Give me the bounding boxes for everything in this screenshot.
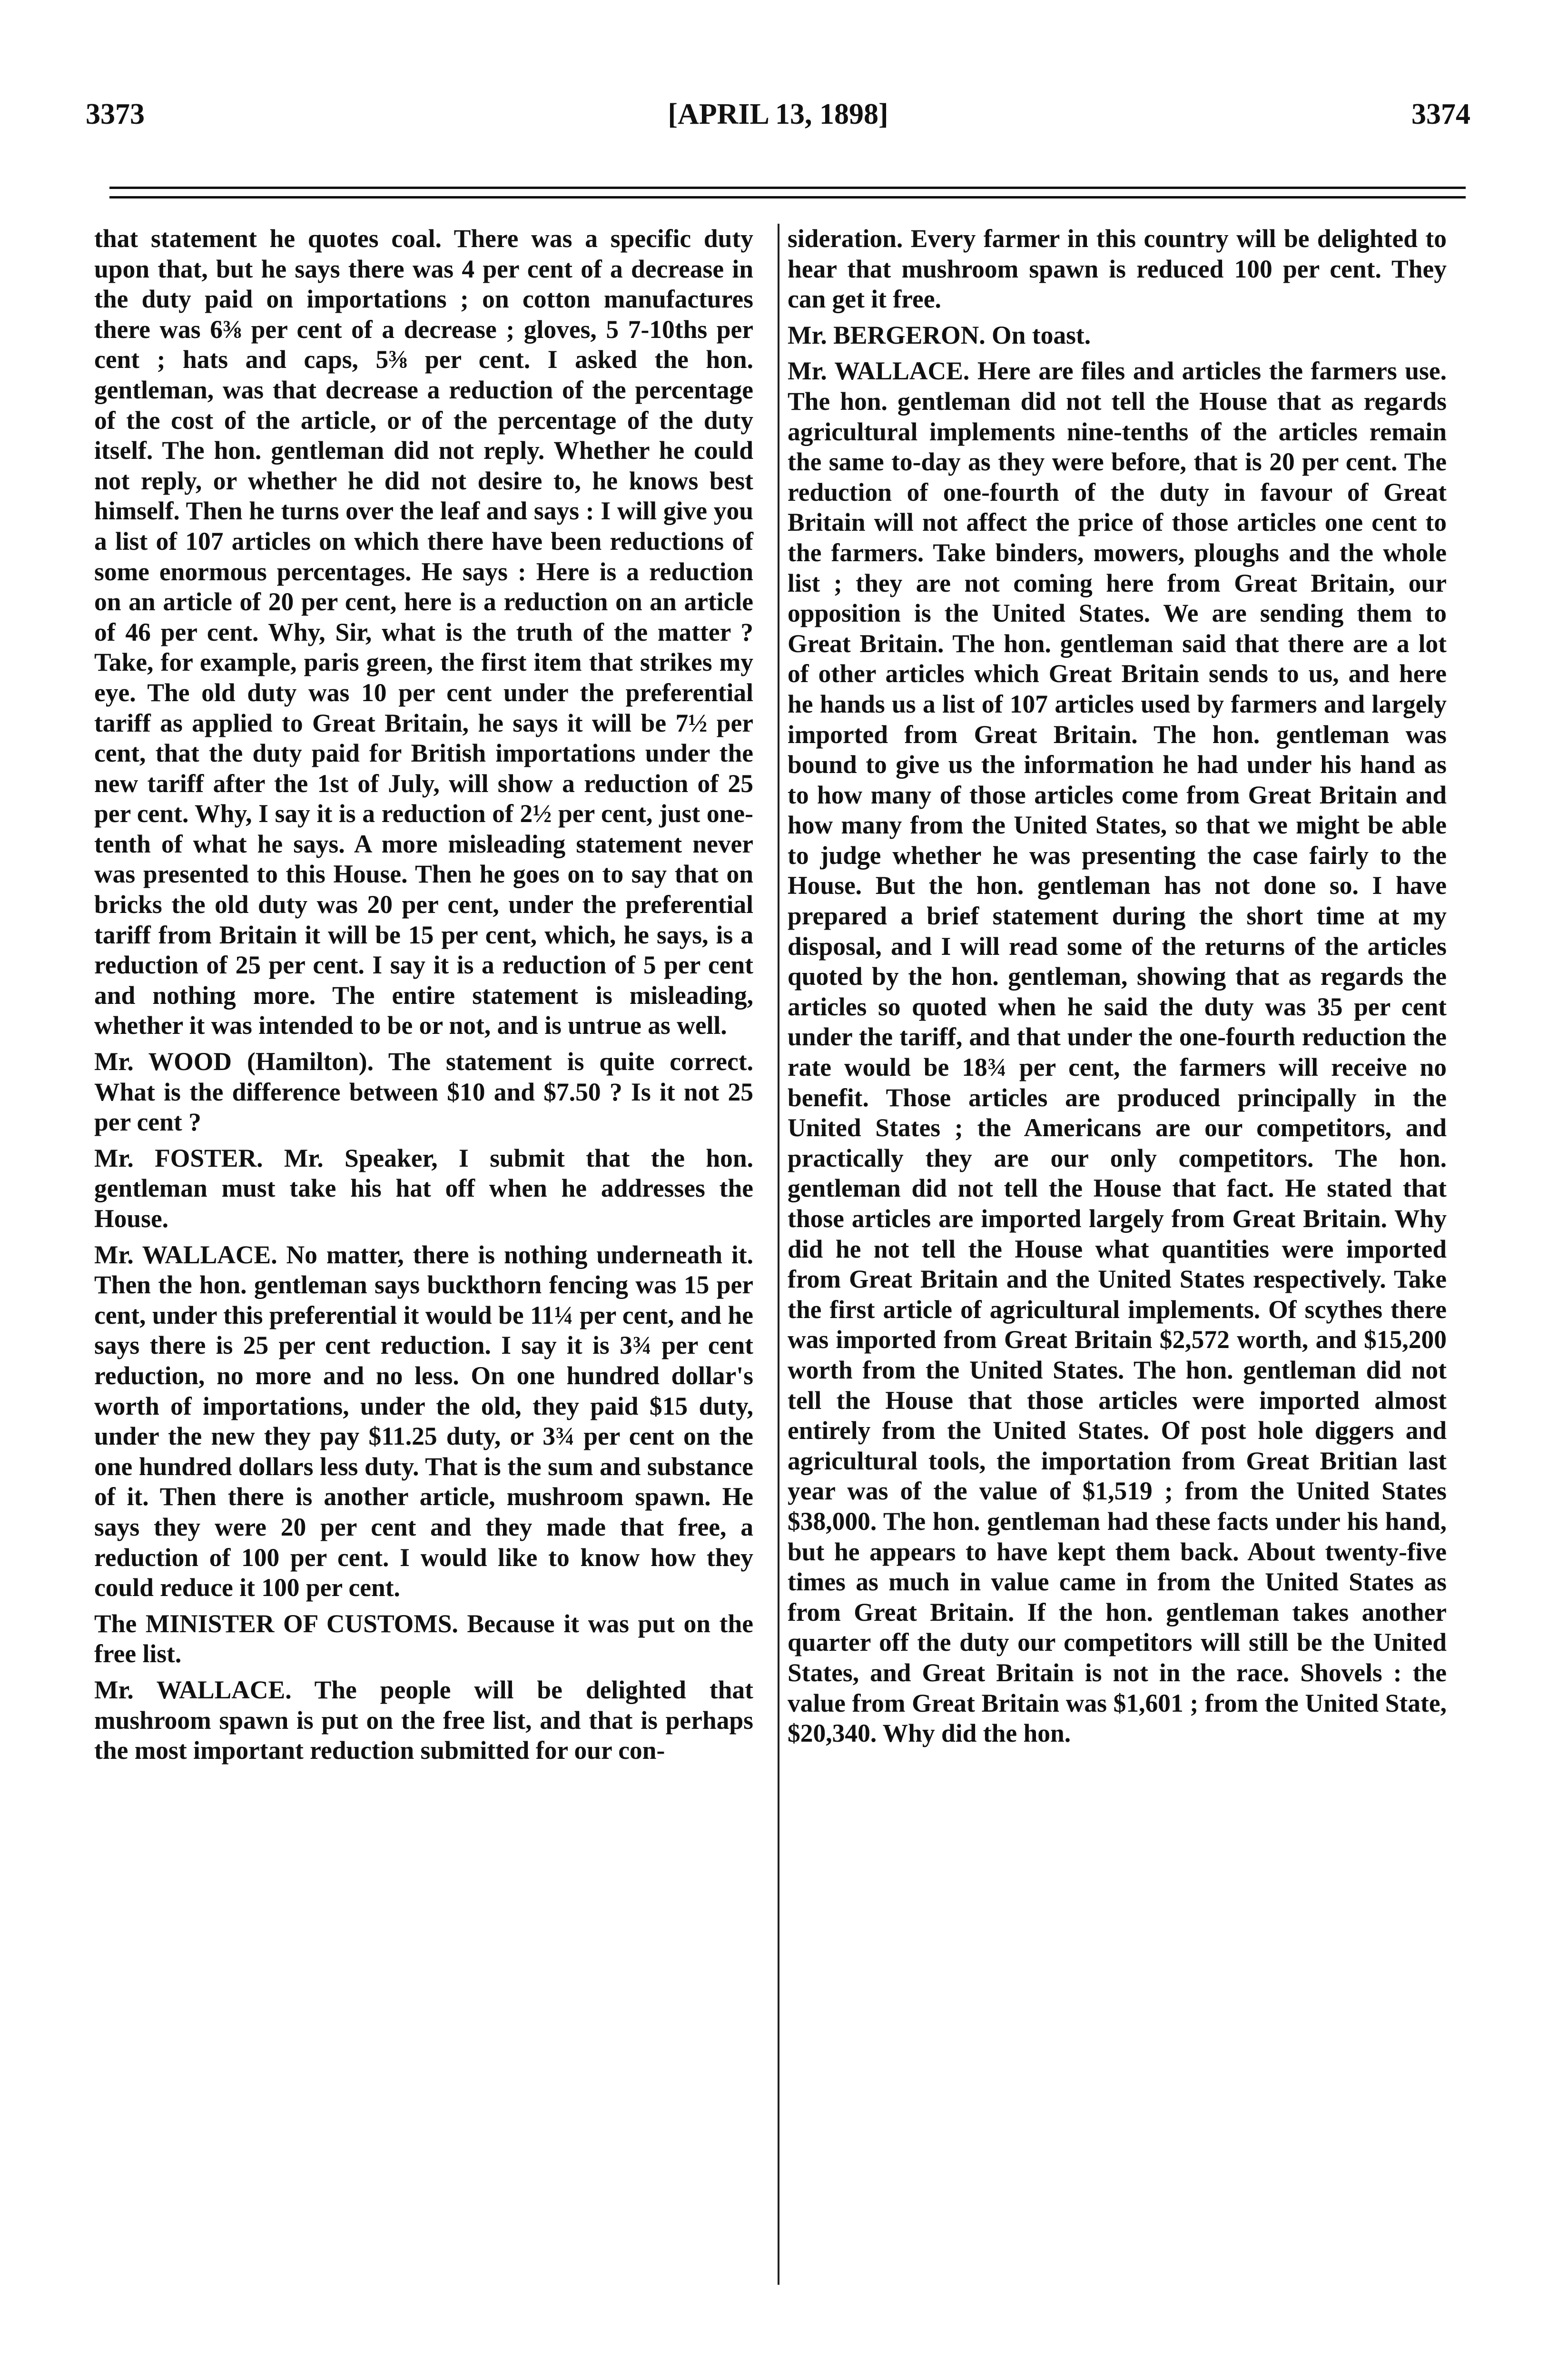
page-number-left: 3373: [86, 98, 145, 130]
column-divider: [778, 224, 779, 2285]
paragraph: Mr. WALLACE. The people will be delighted that mushroom spawn is put on the free list, and that is perhaps the most important reduction submitted for our con-: [94, 1675, 753, 1765]
header-rule-top: [109, 187, 1466, 189]
paragraph: sideration. Every farmer in this country will be delighted to hear that mushroom spawn is reduced 100 per cent. They can get it free.: [788, 224, 1447, 314]
right-column: [788, 224, 1447, 1755]
page-header: [86, 98, 1470, 140]
paragraph: Mr. WALLACE. No matter, there is nothing underneath it. Then the hon. gentleman says buckthorn fencing was 15 per cent, under this preferential it would be 11¼ per cent, and he says there is 25 per cent reduction. I say it is 3¾ per cent reduction, no more and no less. On one hundred dollar's worth of importations, under the old, they paid $15 duty, under the new they pay $11.25 duty, or 3¾ per cent on the one hundred dollars less duty. That is the sum and substance of it. Then there is another article, mushroom spawn. He says they were 20 per cent and they made that free, a reduction of 100 per cent. I would like to know how they could reduce it 100 per cent.: [94, 1240, 753, 1602]
paragraph: that statement he quotes coal. There was a specific duty upon that, but he says there was 4 per cent of a decrease in the duty paid on importations ; on cotton manufactures there was 6⅜ per cent of a decrease ; gloves, 5 7-10ths per cent ; hats and caps, 5⅜ per cent. I asked the hon. gentleman, was that decrease a reduction of the percentage of the cost of the article, or of the percentage of the duty itself. The hon. gentleman did not reply. Whether he could not reply, or whether he did not desire to, he knows best himself. Then he turns over the leaf and says : I will give you a list of 107 articles on which there have been reductions of some enormous percentages. He says : Here is a reduction on an article of 20 per cent, here is a reduction on an article of 46 per cent. Why, Sir, what is the truth of the matter ? Take, for example, paris green, the first item that strikes my eye. The old duty was 10 per cent under the preferential tariff as applied to Great Britain, he says it will be 7½ per cent, that the duty paid for British importations under the new tariff after the 1st of July, will show a reduction of 25 per cent. Why, I say it is a reduction of 2½ per cent, just one-tenth of what he says. A more misleading statement never was presented to this House. Then he goes on to say that on bricks the old duty was 20 per cent, under the preferential tariff from Britain it will be 15 per cent, which, he says, is a reduction of 25 per cent. I say it is a reduction of 5 per cent and nothing more. The entire statement is misleading, whether it was intended to be or not, and is untrue as well.: [94, 224, 753, 1040]
paragraph: Mr. WALLACE. Here are files and articles the farmers use. The hon. gentleman did not tell the House that as regards agricultural implements nine-tenths of the articles remain the same to-day as they were before, that is 20 per cent. The reduction of one-fourth of the duty in favour of Great Britain will not affect the price of those articles one cent to the farmers. Take binders, mowers, ploughs and the whole list ; they are not coming here from Great Britain, our opposition is the United States. We are sending them to Great Britain. The hon. gentleman said that there are a lot of other articles which Great Britain sends to us, and here he hands us a list of 107 articles used by farmers and largely imported from Great Britain. The hon. gentleman was bound to give us the information he had under his hand as to how many of those articles come from Great Britain and how many from the United States, so that we might be able to judge whether he was presenting the case fairly to the House. But the hon. gentleman has not done so. I have prepared a brief statement during the short time at my disposal, and I will read some of the returns of the articles quoted by the hon. gentleman, showing that as regards the articles so quoted when he said the duty was 35 per cent under the tariff, and that under the one-fourth reduction the rate would be 18¾ per cent, the farmers will receive no benefit. Those articles are produced principally in the United States ; the Americans are our competitors, and practically they are our only competitors. The hon. gentleman did not tell the House that fact. He stated that those articles are imported largely from Great Britain. Why did he not tell the House what quantities were imported from Great Britain and the United States respectively. Take the first article of agricultural implements. Of scythes there was imported from Great Britain $2,572 worth, and $15,200 worth from the United States. The hon. gentleman did not tell the House that those articles were imported almost entirely from the United States. Of post hole diggers and agricultural tools, the importation from Great Britian last year was of the value of $1,519 ; from the United States $38,000. The hon. gentleman had these facts under his hand, but he appears to have kept them back. About twenty-five times as much in value came in from the United States as from Great Britain. If the hon. gentleman takes another quarter off the duty our competitors will still be the United States, and Great Britain is not in the race. Shovels : the value from Great Britain was $1,601 ; from the United State, $20,340. Why did the hon.: [788, 357, 1447, 1748]
paragraph: Mr. FOSTER. Mr. Speaker, I submit that the hon. gentleman must take his hat off when he addresses the House.: [94, 1143, 753, 1233]
page-number-right: 3374: [1411, 98, 1470, 130]
page-date: [APRIL 13, 1898]: [668, 98, 888, 130]
left-column: [94, 224, 753, 1772]
paragraph: The MINISTER OF CUSTOMS. Because it was put on the free list.: [94, 1609, 753, 1668]
paragraph: Mr. WOOD (Hamilton). The statement is quite correct. What is the difference between $10 and $7.50 ? Is it not 25 per cent ?: [94, 1047, 753, 1137]
header-rule-bottom: [109, 196, 1466, 198]
paragraph: Mr. BERGERON. On toast.: [788, 320, 1091, 349]
